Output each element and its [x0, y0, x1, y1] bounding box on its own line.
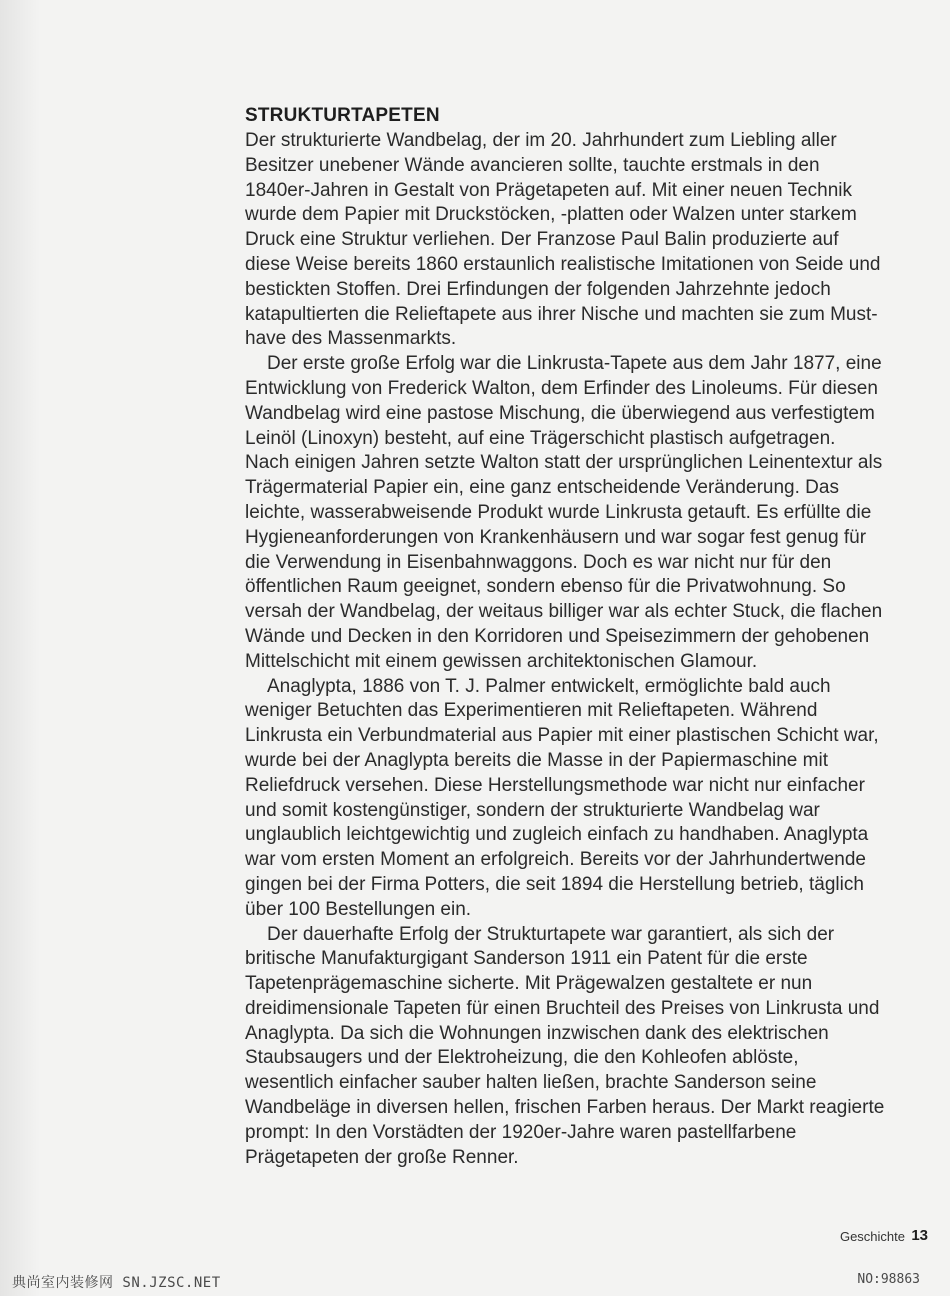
paragraph-1: Der strukturierte Wandbelag, der im 20. Jahrhundert zum Liebling aller Besitzer unebener Wände avancieren sollte, tauchte erstmals in den 1840er-Jahren in Gestalt von Prägetapeten auf. Mit einer neuen Technik wurde dem Papier mit Druckstöcken, -platten oder Walzen unter starkem Druck eine Struktur verliehen. Der Franzose Paul Balin produzierte auf diese Weise bereits 1860 erstaunlich realistische Imitationen von Seide und bestickten Stoffen. Drei Erfindungen der folgenden Jahrzehnte jedoch katapultierten die Relieftapete aus ihrer Nische und machten sie zum Must-have des Massenmarkts. — [245, 130, 881, 350]
paragraph-4: Der dauerhafte Erfolg der Strukturtapete war garantiert, als sich der britische Manufakturgigant Sanderson 1911 ein Patent für die erste Tapetenprägemaschine sicherte. Mit Prägewalzen gestaltete er nun dreidimensionale Tapeten für einen Bruchteil des Preises von Linkrusta und Anaglypta. Da sich die Wohnungen inzwischen dank des elektrischen Staubsaugers und der Elektroheizung, die den Kohleofen ablöste, wesentlich einfacher sauber halten ließen, brachte Sanderson seine Wandbeläge in diversen hellen, frischen Farben heraus. Der Markt reagierte prompt: In den Vorstädten der 1920er-Jahre waren pastellfarbene Prägetapeten der große Renner. — [245, 923, 885, 1168]
paragraph-2: Der erste große Erfolg war die Linkrusta-Tapete aus dem Jahr 1877, eine Entwicklung von Frederick Walton, dem Erfinder des Linoleums. Für diesen Wandbelag wird eine pastose Mischung, die überwiegend aus verfestigtem Leinöl (Linoxyn) besteht, auf eine Trägerschicht plastisch aufgetragen. Nach einigen Jahren setzte Walton statt der ursprünglichen Leinentextur als Trägermaterial Papier ein, eine ganz entscheidende Veränderung. Das leichte, wasserabweisende Produkt wurde Linkrusta getauft. Es erfüllte die Hygieneanforderungen von Krankenhäusern und war sogar fest genug für die Verwendung in Eisenbahnwaggons. Doch es war nicht nur für den öffentlichen Raum geeignet, sondern ebenso für die Privatwohnung. So versah der Wandbelag, der weitaus billiger war als echter Stuck, die flachen Wände und Decken in den Korridoren und Speisezimmern der gehobenen Mittelschicht mit einem gewissen architektonischen Glamour. — [245, 353, 883, 672]
paragraph-3: Anaglypta, 1886 von T. J. Palmer entwickelt, ermöglichte bald auch weniger Betuchten das Experimentieren mit Relieftapeten. Während Linkrusta ein Verbundmaterial aus Papier mit einer plastischen Schicht war, wurde bei der Anaglypta bereits die Masse in der Papiermaschine mit Reliefdruck versehen. Diese Herstellungsmethode war nicht nur einfacher und somit kostengünstiger, sondern der strukturierte Wandbelag war unglaublich leichtgewichtig und zugleich einfach zu handhaben. Anaglypta war vom ersten Moment an erfolgreich. Bereits vor der Jahrhundertwende gingen bei der Firma Potters, die seit 1894 die Herstellung betrieb, täglich über 100 Bestellungen ein. — [245, 675, 879, 920]
watermark-site: 典尚室内装修网 SN.JZSC.NET — [12, 1275, 221, 1291]
article — [245, 104, 885, 1170]
watermark-id: NO:98863 — [857, 1272, 920, 1287]
section-label: Geschichte — [839, 1229, 905, 1244]
page-edge-shadow — [0, 0, 40, 1296]
article-heading: STRUKTURTAPETEN — [245, 105, 440, 126]
page-number: 13 — [911, 1227, 928, 1244]
